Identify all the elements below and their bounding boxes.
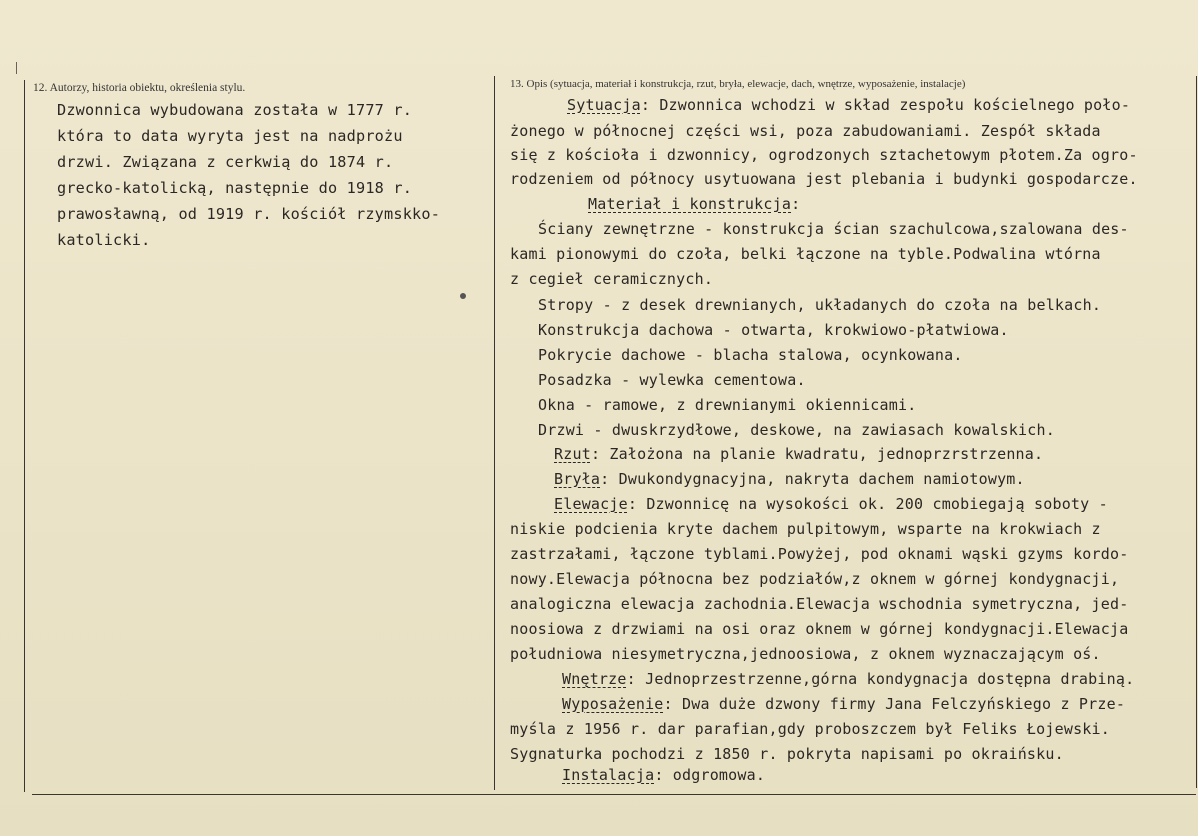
wyposazenie-line: myśla z 1956 r. dar parafian,gdy proboszczem był Feliks Łojewski.: [510, 720, 1110, 738]
elewacje-line: niskie podcienia kryte dachem pulpitowym, wsparte na krokwiach z: [510, 520, 1101, 538]
rzut-line: [554, 445, 1043, 463]
material-line: kami pionowymi do czoła, belki łączone na tyble.Podwalina wtórna: [510, 245, 1101, 263]
left-line: która to data wyryta jest na nadprożu: [57, 127, 403, 145]
right-border: [1196, 76, 1197, 788]
wyposazenie-label: Wyposażenie: [562, 695, 664, 713]
material-suffix: :: [791, 195, 801, 213]
bryla-label: Bryła: [554, 470, 601, 488]
instalacja-label: Instalacja: [562, 766, 655, 784]
elewacje-line: południowa niesymetryczna,jednoosiowa, z oknem wyznaczającym oś.: [510, 645, 1101, 663]
instalacja-line: [562, 766, 765, 784]
elewacje-text: : Dzwonnicę na wysokości ok. 200 cmobiegają soboty -: [627, 495, 1108, 513]
sytuacja-line: rodzeniem od północy usytuowana jest plebania i budynki gospodarcze.: [510, 170, 1138, 188]
left-line: Dzwonnica wybudowana została w 1777 r.: [57, 101, 413, 119]
rzut-text: : Założona na planie kwadratu, jednoprzrstrzenna.: [590, 445, 1044, 463]
ink-spot: [460, 293, 466, 299]
elewacje-line: analogiczna elewacja zachodnia.Elewacja wschodnia symetryczna, jed-: [510, 595, 1129, 613]
wnetrze-line: [562, 670, 1134, 688]
rzut-label: Rzut: [554, 445, 591, 463]
instalacja-text: : odgromowa.: [654, 766, 766, 784]
sytuacja-line: żonego w północnej części wsi, poza zabudowaniami. Zespół składa: [510, 122, 1101, 140]
material-line: Stropy - z desek drewnianych, układanych do czoła na belkach.: [538, 296, 1102, 314]
left-line: katolicki.: [57, 231, 151, 249]
sytuacja-line: się z kościoła i dzwonnicy, ogrodzonych sztachetowym płotem.Za ogro-: [510, 146, 1138, 164]
material-line: Pokrycie dachowe - blacha stalowa, ocynkowana.: [538, 346, 963, 364]
left-line: drzwi. Związana z cerkwią do 1874 r.: [57, 153, 394, 171]
left-line: grecko-katolicką, następnie do 1918 r.: [57, 179, 413, 197]
material-line: Ściany zewnętrzne - konstrukcja ścian szachulcowa,szalowana des-: [538, 220, 1129, 238]
bottom-border: [32, 794, 1196, 795]
material-label: Materiał i konstrukcja: [588, 195, 792, 213]
left-line: prawosławną, od 1919 r. kościół rzymskko-: [57, 205, 441, 223]
sytuacja-label: Sytuacja: [567, 96, 641, 114]
wyposazenie-text: : Dwa duże dzwony firmy Jana Felczyńskiego z Prze-: [663, 695, 1126, 713]
material-line: Konstrukcja dachowa - otwarta, krokwiowo-płatwiowa.: [538, 321, 1009, 339]
bryla-line: [554, 470, 1025, 488]
bryla-text: : Dwukondygnacyjna, nakryta dachem namiotowym.: [600, 470, 1025, 488]
wnetrze-label: Wnętrze: [562, 670, 627, 688]
section-13-heading: 13. Opis (sytuacja, materiał i konstrukcja, rzut, bryła, elewacje, dach, wnętrze, wyposażenie, instalacje): [510, 78, 966, 90]
elewacje-line: nowy.Elewacja północna bez podziałów,z oknem w górnej kondygnacji,: [510, 570, 1120, 588]
sytuacja-line: [567, 96, 1130, 114]
material-line: Drzwi - dwuskrzydłowe, deskowe, na zawiasach kowalskich.: [538, 421, 1055, 439]
wyposazenie-line: Sygnaturka pochodzi z 1850 r. pokryta napisami po okraińsku.: [510, 745, 1064, 763]
column-divider: [494, 76, 495, 790]
wnetrze-text: : Jednoprzestrzenne,górna kondygnacja dostępna drabiną.: [626, 670, 1135, 688]
elewacje-line: noosiowa z drzwiami na osi oraz oknem w górnej kondygnacji.Elewacja: [510, 620, 1129, 638]
material-line: Okna - ramowe, z drewnianymi okiennicami.: [538, 396, 917, 414]
elewacje-line: zastrzałami, łączone tyblami.Powyżej, pod oknami wąski gzyms kordo-: [510, 545, 1129, 563]
material-line: z cegieł ceramicznych.: [510, 270, 714, 288]
corner-tick: [16, 62, 17, 74]
left-border: [24, 80, 25, 792]
material-heading: [588, 195, 800, 213]
elewacje-label: Elewacje: [554, 495, 628, 513]
section-12-heading: 12. Autorzy, historia obiektu, określenia stylu.: [33, 82, 246, 94]
elewacje-line: [554, 495, 1108, 513]
sytuacja-text: : Dzwonnica wchodzi w skład zespołu kościelnego poło-: [640, 96, 1131, 114]
wyposazenie-line: [562, 695, 1125, 713]
material-line: Posadzka - wylewka cementowa.: [538, 371, 806, 389]
